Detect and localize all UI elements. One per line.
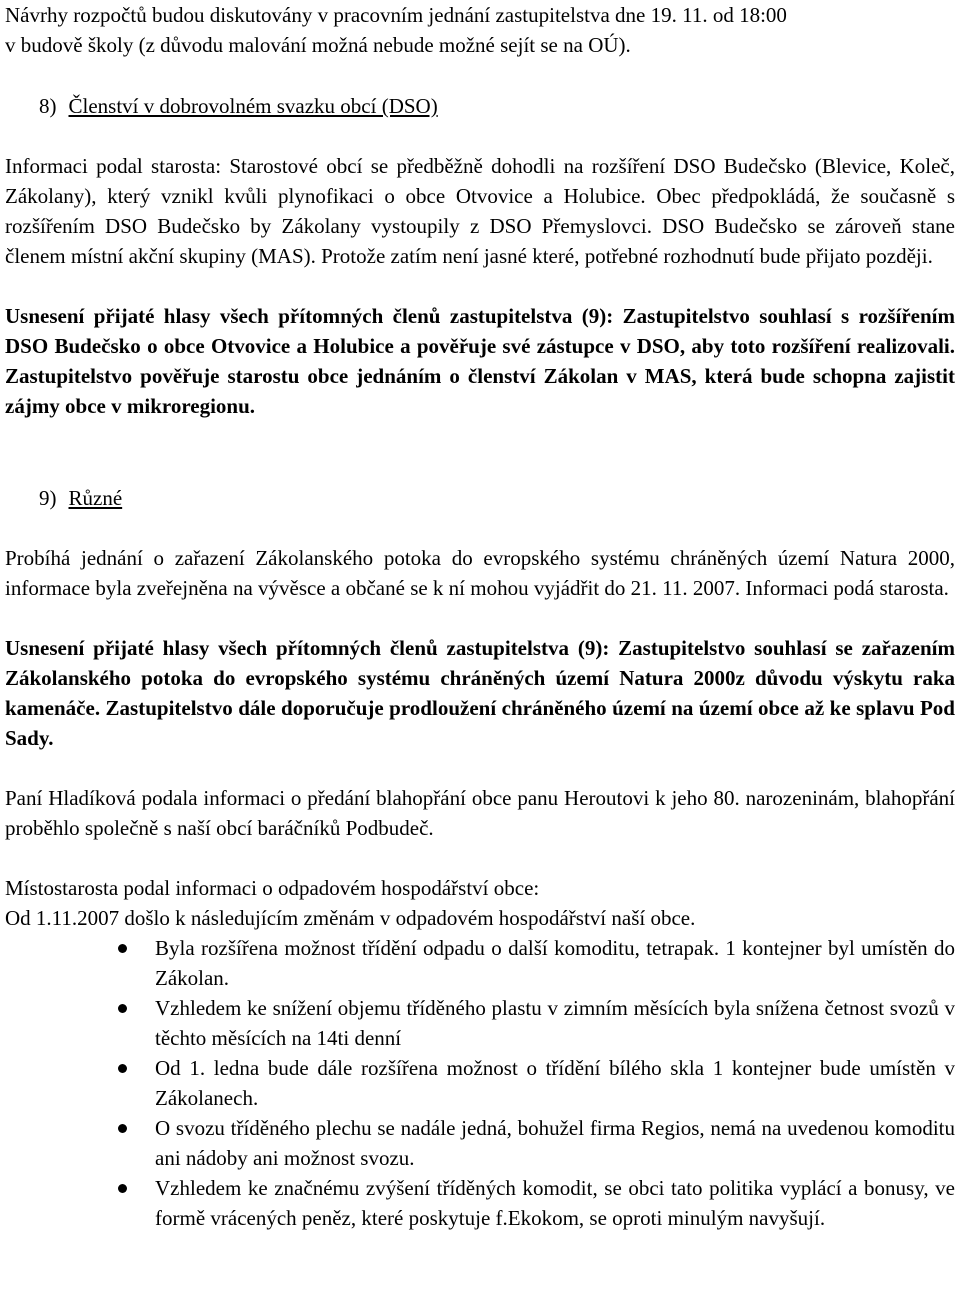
section-9-number: 9) [39, 486, 57, 510]
waste-changes-list [5, 933, 955, 1233]
spacer [5, 843, 955, 873]
spacer [5, 421, 955, 483]
list-item [5, 1053, 955, 1113]
list-item [5, 993, 955, 1053]
spacer [5, 753, 955, 783]
spacer [5, 121, 955, 151]
spacer [5, 60, 955, 91]
section-9-resolution: Usnesení přijaté hlasy všech přítomných členů zastupitelstva (9): Zastupitelstvo souhlasí se zařazením Zákolanského potoka do evropského systému chráněných území Natura 2000z důvodu výskytu raka kamenáče. Zastupitelstvo dále doporučuje prodloužení chráněného území na území obce až ke splavu Pod Sady. [5, 636, 955, 750]
section-9-paragraph-2: Paní Hladíková podala informaci o předání blahopřání obce panu Heroutovi k jeho 80. narozeninám, blahopřání proběhlo společně s naší obcí baráčníků Podbudeč. [5, 786, 955, 840]
document-page [5, 0, 955, 1233]
section-8-number: 8) [39, 94, 57, 118]
list-item [5, 1173, 955, 1233]
section-8-resolution: Usnesení přijaté hlasy všech přítomných členů zastupitelstva (9): Zastupitelstvo souhlasí s rozšířením DSO Budečsko o obce Otvovice a Holubice a pověřuje své zástupce v DSO, aby toto rozšíření realizovali. Zastupitelstvo pověřuje starostu obce jednáním o členství Zákolan v MAS, která bude schopna zajistit zájmy obce v mikroregionu. [5, 304, 955, 418]
list-item [5, 933, 955, 993]
intro-line-1: Návrhy rozpočtů budou diskutovány v pracovním jednání zastupitelstva dne 19. 11. od 18:00 [5, 3, 787, 27]
waste-date-line: Od 1.11.2007 došlo k následujícím změnám v odpadovém hospodářství naší obce. [5, 906, 696, 930]
section-8-paragraph: Informaci podal starosta: Starostové obcí se předběžně dohodli na rozšíření DSO Budečsko (Blevice, Koleč, Zákolany), který vznikl kvůli plynofikaci o obce Otvovice a Holubice. Obec předpokládá, že současně s rozšířením DSO Budečsko by Zákolany vystoupily z DSO Přemyslovci. DSO Budečsko se zároveň stane členem místní akční skupiny (MAS). Protože zatím není jasné které, potřebné rozhodnutí bude přijato později. [5, 154, 955, 268]
list-item [5, 1113, 955, 1173]
intro-line-2: v budově školy (z důvodu malování možná nebude možné sejít se na OÚ). [5, 33, 631, 57]
bullet-icon [118, 944, 127, 953]
bullet-icon [118, 1004, 127, 1013]
bullet-icon [118, 1064, 127, 1073]
bullet-icon [118, 1124, 127, 1133]
section-9-paragraph-1: Probíhá jednání o zařazení Zákolanského potoka do evropského systému chráněných území Natura 2000, informace byla zveřejněna na vývěsce a občané se k ní mohou vyjádřit do 21. 11. 2007. Informaci podá starosta. [5, 546, 955, 600]
list-item-text: Byla rozšířena možnost třídění odpadu o další komoditu, tetrapak. 1 kontejner byl umístěn do Zákolan. [155, 936, 955, 990]
bullet-icon [118, 1184, 127, 1193]
spacer [5, 603, 955, 633]
list-item-text: Od 1. ledna bude dále rozšířena možnost o třídění bílého skla 1 kontejner bude umístěn v Zákolanech. [155, 1056, 955, 1110]
waste-intro: Místostarosta podal informaci o odpadovém hospodářství obce: [5, 876, 540, 900]
section-9-heading [5, 483, 955, 513]
section-8-title: Členství v dobrovolném svazku obcí (DSO) [68, 94, 438, 118]
spacer [5, 271, 955, 301]
spacer [5, 513, 955, 543]
list-item-text: O svozu tříděného plechu se nadále jedná, bohužel firma Regios, nemá na uvedenou komoditu ani nádoby ani možnost svozu. [155, 1116, 955, 1170]
section-8-heading [5, 91, 955, 121]
section-9-title: Různé [68, 486, 123, 510]
list-item-text: Vzhledem ke snížení objemu tříděného plastu v zimním měsících byla snížena četnost svozů v těchto měsících na 14ti denní [155, 996, 955, 1050]
list-item-text: Vzhledem ke značnému zvýšení tříděných komodit, se obci tato politika vyplácí a bonusy, ve formě vrácených peněz, které poskytuje f.Ekokom, se oproti minulým navyšují. [155, 1176, 955, 1230]
